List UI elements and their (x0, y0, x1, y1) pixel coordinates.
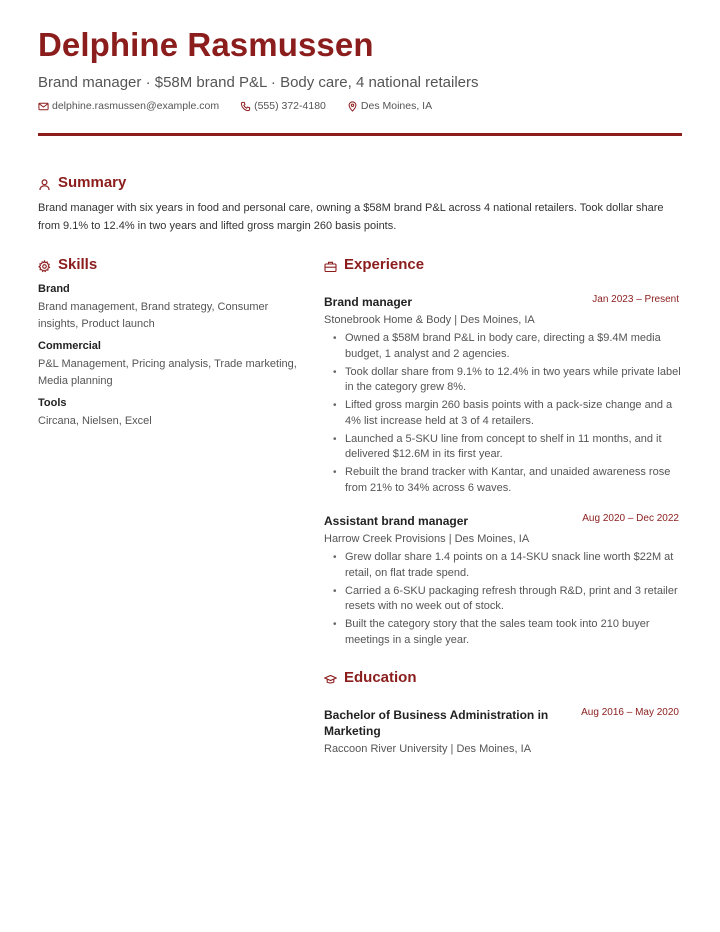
skill-group-items: Brand management, Brand strategy, Consumer insights, Product launch (38, 301, 269, 330)
contact-location (347, 100, 432, 112)
skill-group-title: Tools (38, 397, 67, 409)
location-text: Des Moines, IA (360, 100, 433, 112)
job-bullet: • Owned a $58M brand P&L in body care, directing a $9.4M media budget, 1 analyst and 2 agencies. (324, 331, 682, 362)
education-heading-text: Education (344, 669, 417, 686)
contact-row (38, 100, 453, 112)
skill-group-title: Brand (38, 283, 70, 295)
job-organization: Harrow Creek Provisions | Des Moines, IA (324, 533, 530, 545)
person-icon (38, 178, 51, 191)
job-bullet: • Rebuilt the brand tracker with Kantar, and unaided awareness rose from 21% to 34% across 6 waves. (324, 465, 682, 496)
skill-group-tools (38, 397, 300, 430)
school-name: Raccoon River University | Des Moines, IA (324, 743, 532, 755)
skill-group-items: Circana, Nielsen, Excel (38, 415, 152, 427)
location-pin-icon (347, 101, 358, 112)
skills-heading-text: Skills (58, 256, 98, 273)
skill-group-title: Commercial (38, 340, 101, 352)
job-bullets (324, 331, 682, 496)
job-title: Brand manager (324, 295, 413, 309)
candidate-name: Delphine Rasmussen (38, 26, 374, 63)
mail-icon (38, 101, 49, 112)
education-entry (324, 707, 682, 756)
email-text: delphine.rasmussen@example.com (52, 100, 220, 112)
phone-icon (240, 101, 251, 112)
job-bullet: • Grew dollar share 1.4 points on a 14-SKU snack line worth $22M at retail, on flat trade spend. (324, 550, 682, 581)
phone-text: (555) 372-4180 (254, 100, 326, 112)
skill-group-items: P&L Management, Pricing analysis, Trade marketing, Media planning (38, 358, 297, 387)
summary-text: Brand manager with six years in food and personal care, owning a $58M brand P&L across 4 national retailers. Took dollar share from 9.1% to 12.4% in two years and lifted gross margin 260 basis points. (38, 202, 664, 232)
job-bullet: • Carried a 6-SKU packaging refresh through R&D, print and 3 retailer resets with no week out of stock. (324, 584, 682, 615)
job-bullets (324, 550, 682, 648)
summary-heading (38, 174, 126, 191)
job-organization: Stonebrook Home & Body | Des Moines, IA (324, 314, 535, 326)
job-dates: Aug 2020 – Dec 2022 (582, 513, 679, 524)
skill-group-commercial (38, 340, 300, 389)
briefcase-icon (324, 260, 337, 273)
education-dates: Aug 2016 – May 2020 (581, 707, 679, 718)
header-divider (38, 133, 682, 136)
experience-heading-text: Experience (344, 256, 425, 273)
experience-heading (324, 256, 424, 273)
skill-group-brand (38, 283, 300, 332)
job-bullet: • Built the category story that the sales team took into 210 buyer meetings in a single year. (324, 617, 682, 648)
education-heading (324, 669, 417, 686)
summary-heading-text: Summary (58, 174, 127, 191)
gear-icon (38, 260, 51, 273)
skills-heading (38, 256, 97, 273)
job-bullet: • Launched a 5-SKU line from concept to shelf in 11 months, and it delivered $12.6M in its first year. (324, 432, 682, 463)
contact-email[interactable] (38, 100, 219, 112)
headline: Brand manager · $58M brand P&L · Body care, 4 national retailers (38, 74, 479, 91)
job-dates: Jan 2023 – Present (592, 294, 679, 305)
job-bullet: • Took dollar share from 9.1% to 12.4% in two years while private label in the category grew 8%. (324, 365, 682, 396)
job-bullet: • Lifted gross margin 260 basis points with a pack-size change and a 4% list increase held at 3 of 4 retailers. (324, 398, 682, 429)
graduation-cap-icon (324, 673, 337, 686)
skills-section (38, 283, 300, 438)
job-title: Assistant brand manager (324, 514, 469, 528)
contact-phone[interactable] (240, 100, 326, 112)
job-entry (324, 294, 682, 499)
job-entry (324, 513, 682, 651)
degree-title: Bachelor of Business Administration in Marketing (324, 708, 549, 738)
